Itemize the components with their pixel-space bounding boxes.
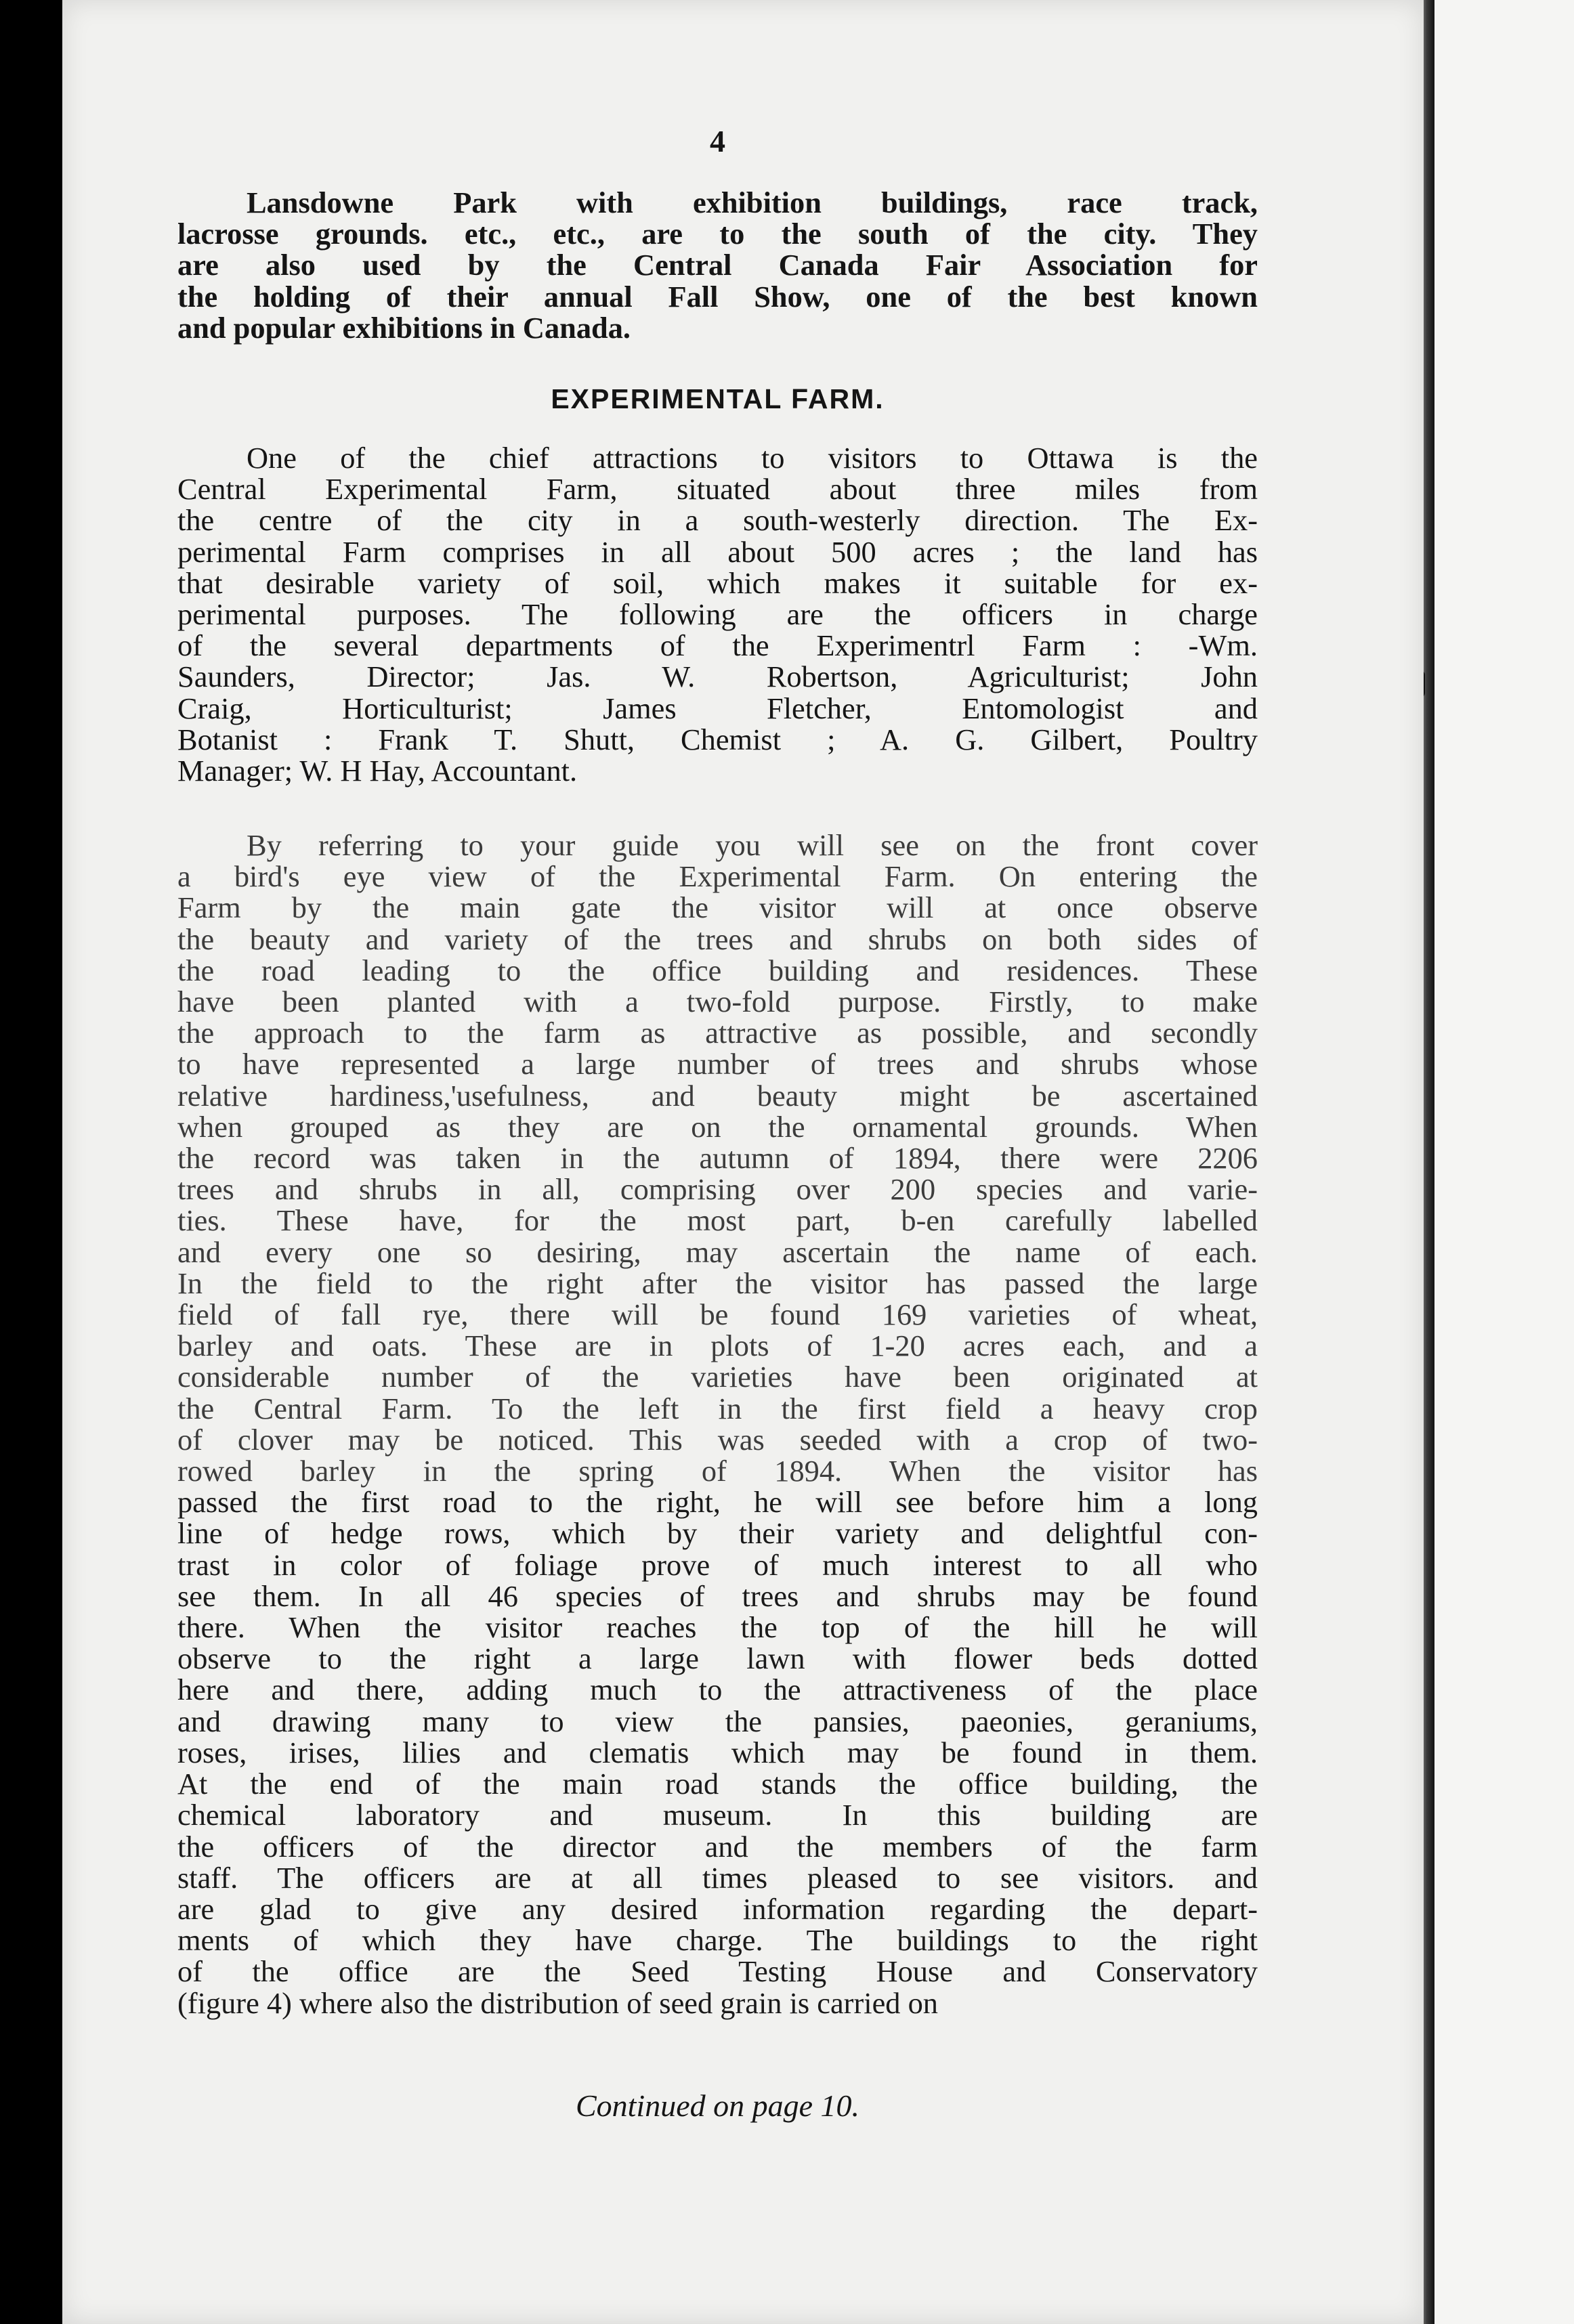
intro-line: lacrosse grounds. etc., etc., are to the south of the city. They [177, 217, 1258, 251]
paragraph-line: At the end of the main road stands the office building, the [177, 1767, 1258, 1801]
paragraph-line: considerable number of the varieties have been originated at [177, 1360, 1258, 1394]
paragraph-line: Botanist : Frank T. Shutt, Chemist ; A. G. Gilbert, Poultry [177, 722, 1258, 756]
paragraph-line: there. When the visitor reaches the top of the hill he will [177, 1610, 1258, 1645]
paragraph-line: passed the first road to the right, he will see before him a long [177, 1485, 1258, 1520]
paragraph-line: chemical laboratory and museum. In this building are [177, 1798, 1258, 1832]
paragraph-line: One of the chief attractions to visitors to Ottawa is the [247, 441, 1258, 475]
officers-paragraph [177, 442, 1258, 786]
paragraph-line: the record was taken in the autumn of 1894, there were 2206 [177, 1141, 1258, 1176]
paragraph-line: and every one so desiring, may ascertain the name of each. [177, 1234, 1258, 1269]
paragraph-line: field of fall rye, there will be found 169 varieties of wheat, [177, 1297, 1258, 1332]
paragraph-line: and drawing many to view the pansies, paeonies, geraniums, [177, 1704, 1258, 1738]
intro-line: are also used by the Central Canada Fair Association for [177, 248, 1258, 282]
paragraph-line: that desirable variety of soil, which makes it suitable for ex- [177, 565, 1258, 600]
paragraph-line: Central Experimental Farm, situated about three miles from [177, 472, 1258, 507]
paragraph-line: see them. In all 46 species of trees and shrubs may be found [177, 1578, 1258, 1613]
paragraph-line: the Central Farm. To the left in the first field a heavy crop [177, 1391, 1258, 1425]
paragraph-line: the approach to the farm as attractive as possible, and secondly [177, 1016, 1258, 1050]
paragraph-line: have been planted with a two-fold purpose. Firstly, to make [177, 985, 1258, 1019]
intro-line: the holding of their annual Fall Show, one of the best known [177, 279, 1258, 314]
paragraph-line: perimental purposes. The following are the officers in charge [177, 597, 1258, 632]
paragraph-line: (figure 4) where also the distribution of seed grain is carried on [177, 1985, 938, 2020]
intro-paragraph [177, 187, 1258, 343]
paragraph-line: In the field to the right after the visitor has passed the large [177, 1266, 1258, 1300]
paragraph-line: of the several departments of the Experimentrl Farm : -Wm. [177, 628, 1258, 663]
paragraph-line: Craig, Horticulturist; James Fletcher, Entomologist and [177, 691, 1258, 725]
paragraph-line: perimental Farm comprises in all about 500 acres ; the land has [177, 534, 1258, 569]
paragraph-line: roses, irises, lilies and clematis which may be found in them. [177, 1735, 1258, 1769]
paragraph-line: ties. These have, for the most part, b-en carefully labelled [177, 1203, 1258, 1238]
paragraph-line: barley and oats. These are in plots of 1-20 acres each, and a [177, 1329, 1258, 1363]
paragraph-line: relative hardiness,'usefulness, and beauty might be ascertained [177, 1078, 1258, 1113]
paragraph-line: line of hedge rows, which by their variety and delightful con- [177, 1516, 1258, 1551]
tour-paragraph [177, 830, 1258, 2019]
intro-line: Lansdowne Park with exhibition buildings, race track, [247, 186, 1258, 219]
facing-page-edge [1429, 0, 1574, 2324]
paragraph-line: Manager; W. H Hay, Accountant. [177, 754, 578, 788]
paragraph-line: ments of which they have charge. The buildings to the right [177, 1923, 1258, 1958]
section-heading: EXPERIMENTAL FARM. [551, 383, 885, 414]
paragraph-line: of the office are the Seed Testing House and Conservatory [177, 1954, 1258, 1989]
paragraph-line: observe to the right a large lawn with flower beds dotted [177, 1641, 1258, 1676]
paragraph-line: the beauty and variety of the trees and shrubs on both sides of [177, 922, 1258, 956]
paragraph-line: rowed barley in the spring of 1894. When the visitor has [177, 1454, 1258, 1488]
paragraph-line: to have represented a large number of trees and shrubs whose [177, 1047, 1258, 1081]
paragraph-line: of clover may be noticed. This was seeded with a crop of two- [177, 1422, 1258, 1457]
intro-line: and popular exhibitions in Canada. [177, 310, 631, 345]
paragraph-line: here and there, adding much to the attractiveness of the place [177, 1673, 1258, 1707]
paragraph-line: staff. The officers are at all times pleased to see visitors. and [177, 1860, 1258, 1895]
paragraph-line: Farm by the main gate the visitor will at once observe [177, 890, 1258, 925]
paragraph-line: a bird's eye view of the Experimental Farm. On entering the [177, 859, 1258, 894]
paragraph-line: the centre of the city in a south-westerly direction. The Ex- [177, 503, 1258, 538]
paragraph-line: are glad to give any desired information regarding the depart- [177, 1891, 1258, 1926]
paragraph-line: trast in color of foliage prove of much interest to all who [177, 1547, 1258, 1582]
paragraph-line: Saunders, Director; Jas. W. Robertson, Agriculturist; John [177, 660, 1258, 694]
paragraph-line: trees and shrubs in all, comprising over 200 species and varie- [177, 1172, 1258, 1207]
paragraph-line: when grouped as they are on the ornamental grounds. When [177, 1109, 1258, 1144]
paragraph-line: the road leading to the office building and residences. These [177, 953, 1258, 987]
continued-note: Continued on page 10. [575, 2088, 860, 2123]
paragraph-line: the officers of the director and the members of the farm [177, 1829, 1258, 1864]
page-number: 4 [710, 124, 725, 158]
paragraph-line: By referring to your guide you will see on the front cover [247, 828, 1258, 862]
